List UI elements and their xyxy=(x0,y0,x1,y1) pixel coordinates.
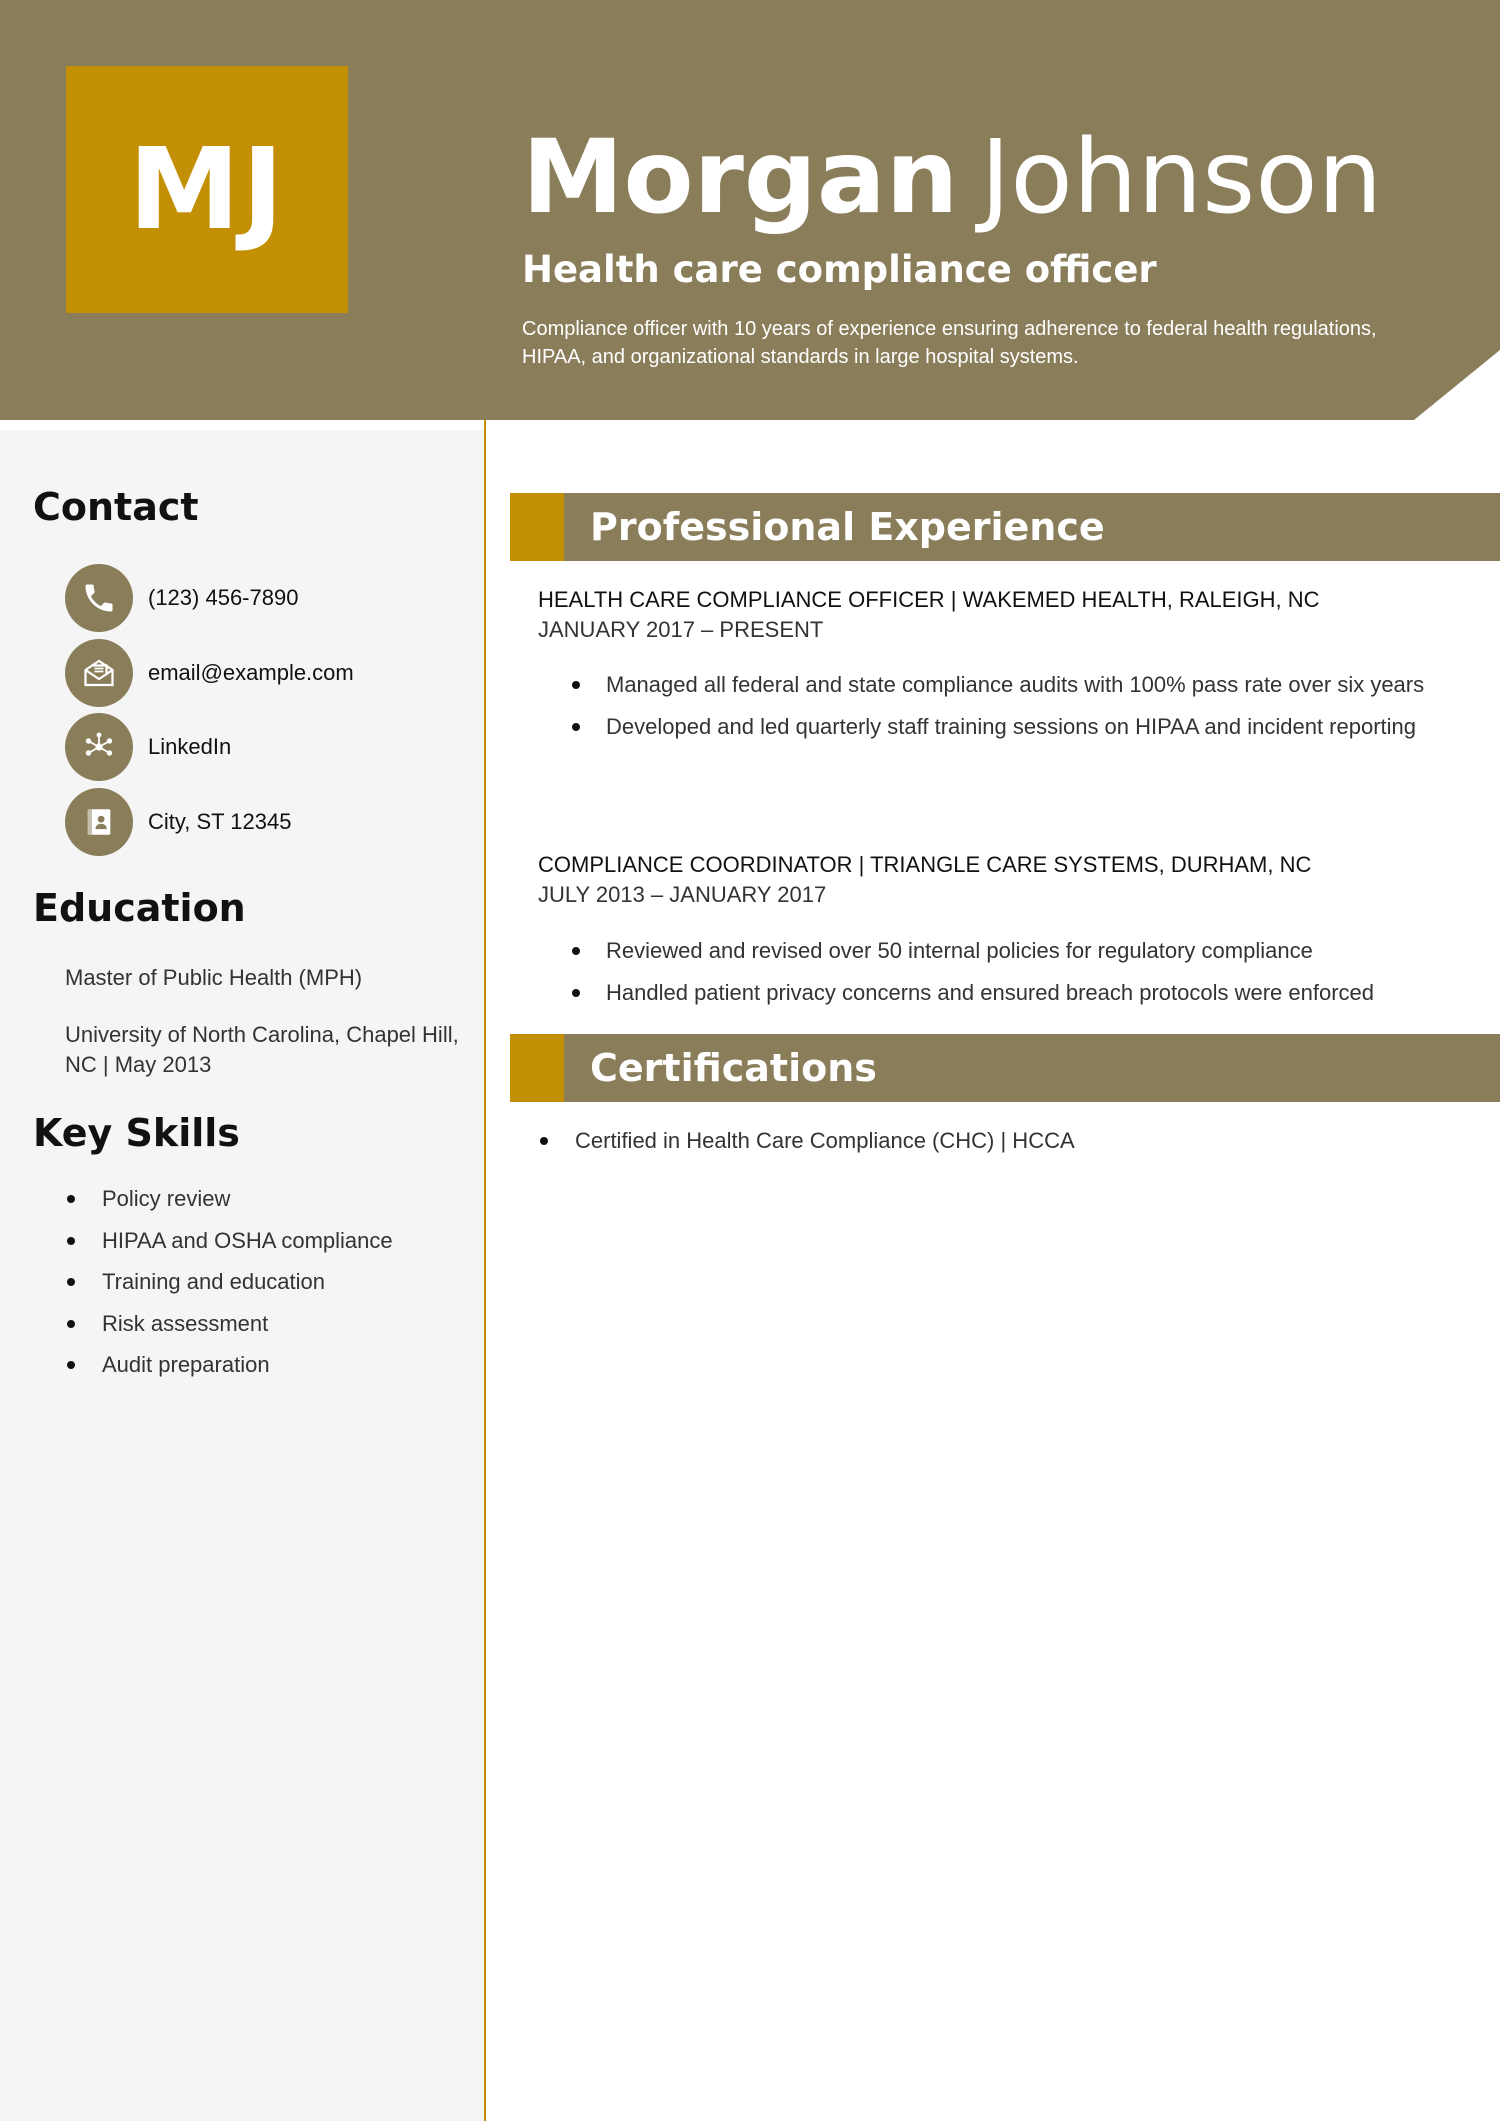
phone-icon xyxy=(65,564,133,632)
skill-item: Audit preparation xyxy=(65,1350,393,1392)
header-banner xyxy=(0,0,1500,420)
job-bullet: Managed all federal and state compliance audits with 100% pass rate over six years xyxy=(572,670,1452,700)
first-name: Morgan xyxy=(522,118,959,237)
email-address: email@example.com xyxy=(148,660,354,685)
skill-item: Policy review xyxy=(65,1184,393,1226)
education-degree: Master of Public Health (MPH) xyxy=(65,965,363,990)
job-bullet: Handled patient privacy concerns and ensured breach protocols were enforced xyxy=(572,978,1452,1008)
section-accent-block xyxy=(510,493,564,561)
experience-heading: Professional Experience xyxy=(590,505,1105,549)
contact-linkedin xyxy=(65,713,231,781)
job-bullet: Reviewed and revised over 50 internal policies for regulatory compliance xyxy=(572,936,1452,966)
last-name: Johnson xyxy=(980,118,1383,237)
address-icon xyxy=(65,788,133,856)
section-accent-block xyxy=(510,1034,564,1102)
contact-phone xyxy=(65,564,298,632)
job-bullet: Developed and led quarterly staff training sessions on HIPAA and incident reporting xyxy=(572,712,1452,742)
email-icon xyxy=(65,639,133,707)
certifications-list xyxy=(540,1126,1440,1156)
job-2-bullets xyxy=(572,936,1452,1020)
job-2-title: COMPLIANCE COORDINATOR | TRIANGLE CARE SYSTEMS, DURHAM, NC xyxy=(538,852,1312,877)
header-corner-cut xyxy=(1414,350,1500,420)
monogram-badge xyxy=(66,66,348,313)
job-1-title: HEALTH CARE COMPLIANCE OFFICER | WAKEMED HEALTH, RALEIGH, NC xyxy=(538,587,1320,612)
experience-section-header xyxy=(510,493,1500,561)
candidate-name xyxy=(522,118,1382,238)
skills-list xyxy=(65,1184,393,1392)
profile-summary: Compliance officer with 10 years of experience ensuring adherence to federal health regulations, HIPAA, and organizational standards in large hospital systems. xyxy=(522,318,1377,368)
contact-heading: Contact xyxy=(33,485,199,529)
skill-item: Training and education xyxy=(65,1267,393,1309)
certification-item: Certified in Health Care Compliance (CHC) | HCCA xyxy=(540,1126,1440,1156)
job-1-dates: JANUARY 2017 – PRESENT xyxy=(538,617,824,642)
job-title: Health care compliance officer xyxy=(522,248,1157,291)
skill-item: Risk assessment xyxy=(65,1309,393,1351)
skills-heading: Key Skills xyxy=(33,1111,240,1155)
certifications-section-header xyxy=(510,1034,1500,1102)
certifications-heading: Certifications xyxy=(590,1046,877,1090)
address-text: City, ST 12345 xyxy=(148,809,292,834)
education-heading: Education xyxy=(33,886,246,930)
skill-item: HIPAA and OSHA compliance xyxy=(65,1226,393,1268)
linkedin-icon xyxy=(65,713,133,781)
contact-address xyxy=(65,788,291,856)
phone-number: (123) 456-7890 xyxy=(148,585,299,610)
education-school: University of North Carolina, Chapel Hill, NC | May 2013 xyxy=(65,1022,459,1077)
job-2-dates: JULY 2013 – JANUARY 2017 xyxy=(538,882,827,907)
linkedin-link[interactable]: LinkedIn xyxy=(148,734,232,759)
monogram-initials: MJ xyxy=(128,124,286,255)
column-divider xyxy=(484,420,486,2121)
job-1-bullets xyxy=(572,670,1452,754)
contact-email xyxy=(65,639,354,707)
